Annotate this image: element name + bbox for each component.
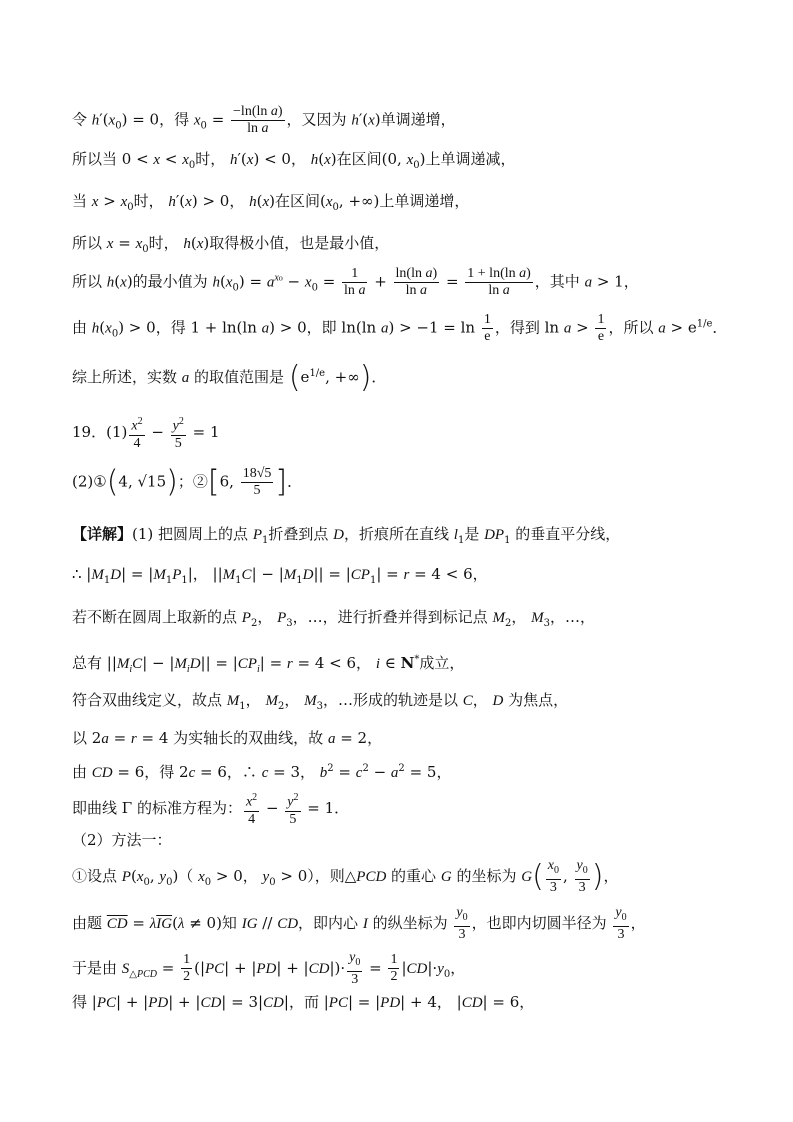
line-6: 由 $h(x_0) > 0$，得 1 + ln(ln a) > 0，即 ln(ln a) > −1 = ln $\frac{1}{e}$ ，得到 ln a > $\frac{1}{e}$ ，所以 $a > e^{1/e}$． [72, 312, 728, 344]
line-14: 符合双曲线定义，故点 $M_1$， $M_2$， $M_3$，…形成的轨迹是以 C， D 为焦点， [72, 691, 569, 712]
line-15: 以 2a = r = 4 为实轴长的双曲线，故 a = 2， [72, 729, 383, 747]
line-5: 所以 h(x)的最小值为 $h(x_0) = a^{x_0} - x_0$ = $\frac{1}{\text{ln a}}$ + $\frac{\text{ln(ln a)}}{\text{ln a}}$ = $\frac{\text{1 + ln(ln a)}}{\text{ln a}}$ ，其中 a > 1， [72, 266, 639, 298]
line-9: (2)①(4, √15)；②[6, $\frac{18√5}{5}$ ]． [72, 464, 303, 500]
line-8: 19．(1) $\frac{x^2}{4}$ − $\frac{y^2}{5}$ = 1 [72, 416, 220, 451]
line-17: 即曲线 Γ 的标准方程为： $\frac{x^2}{4}$ − $\frac{y^2}{5}$ = 1． [72, 792, 350, 827]
line-19: ①设点 $P(x_0$, $y_0$)（ $x_0 > 0$， $y_0 > 0$），则△PCD 的重心 G 的坐标为 G( $\frac{x_0}{3}$ , $\frac{y_0}{3}$ )， [72, 858, 619, 895]
line-13: 总有 $||M_iC| - |M_iD|| = |CP_i| = r = 4 < 6$， i ∈ N*成立， [72, 654, 465, 675]
line-20: 由题 $\overline{CD} = \lambda\overline{IG}(\lambda \ne 0)$知 IG // CD，即内心 I 的纵坐标为 $\frac{y_0}{3}$ ，也即内切圆半径为 $\frac{y_0}{3}$ ， [72, 905, 646, 942]
line-7: 综上所述，实数 a 的取值范围是 ($e^{1/e}$, +∞)． [72, 360, 387, 395]
line-10: 【详解】(1) 把圆周上的点 $P_1$折叠到点 D，折痕所在直线 $l_1$是 $DP_1$ 的垂直平分线， [72, 525, 621, 546]
line-11: ∴ $|M_1D| = |M_1P_1|$， $||M_1C| - |M_1D|| = |CP_1| = r = 4 < 6$， [72, 565, 488, 586]
line-2: 所以当 $0 < x < x_0$时， h′(x) < 0， h(x)在区间(0, $x_0$)上单调递减， [72, 150, 516, 171]
line-12: 若不断在圆周上取新的点 $P_2$， $P_3$，…，进行折叠并得到标记点 $M_2$， $M_3$，…， [72, 608, 595, 629]
line-22: 得 |PC| + |PD| + |CD| = 3|CD|，而 |PC| = |PD| + 4， |CD| = 6， [72, 993, 535, 1011]
line-3: 当 $x > x_0$时， h′(x) > 0， h(x)在区间($x_0$, +∞)上单调递增， [72, 192, 470, 213]
line-21: 于是由 $S_{\triangle PCD}$ = $\frac{1}{2}$ (|PC| + |PD| + |CD|)· $\frac{y_0}{3}$ = $\frac{1}{2}$ $|CD|\cdot y_0$， [72, 950, 466, 987]
line-16: 由 CD = 6，得 2c = 6，∴ c = 3， $b^2 = c^2 - a^2 = 5$， [72, 763, 452, 781]
line-18: （2）方法一： [72, 831, 172, 849]
line-1: 令 $h'(x_0) = 0$，得 $x_0$ = $\frac{\text{−ln(ln a)}}{\text{ln a}}$ ，又因为 h′(x)单调递增， [72, 104, 456, 136]
line-4: 所以 $x = x_0$时， h(x)取得极小值，也是最小值， [72, 234, 390, 255]
